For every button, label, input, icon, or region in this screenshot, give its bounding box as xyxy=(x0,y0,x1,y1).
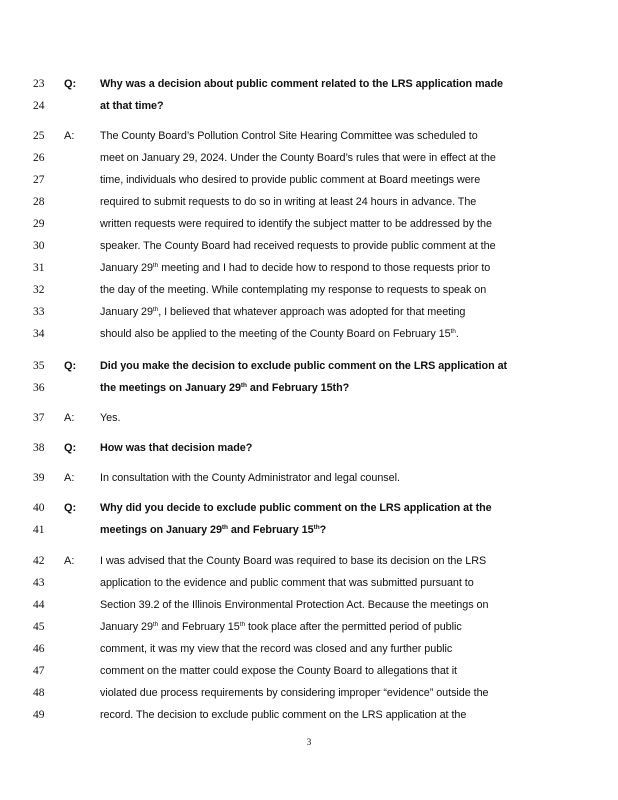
question-text xyxy=(100,355,507,377)
line-number: 39 xyxy=(33,472,45,484)
document-line xyxy=(0,519,618,541)
text-segment: violated due process requirements by considering improper “evidence” outside the xyxy=(100,687,489,699)
text-segment: I was advised that the County Board was required to base its decision on the LRS xyxy=(100,555,487,567)
line-number: 38 xyxy=(33,442,45,454)
ordinal-superscript: th xyxy=(450,328,456,335)
document-line xyxy=(0,437,618,459)
question-text xyxy=(100,437,252,459)
document-line xyxy=(0,660,618,682)
text-segment: and February 15th? xyxy=(246,382,350,394)
answer-label: A: xyxy=(64,555,75,567)
document-line xyxy=(0,279,618,301)
text-segment: How was that decision made? xyxy=(100,442,253,454)
document-line xyxy=(0,704,618,726)
answer-label: A: xyxy=(64,412,75,424)
answer-label: A: xyxy=(64,130,75,142)
line-number: 29 xyxy=(33,218,45,230)
text-segment: meetings on January 29 xyxy=(100,524,222,536)
document-line xyxy=(0,377,618,399)
line-number: 45 xyxy=(33,621,45,633)
question-label: Q: xyxy=(64,442,77,454)
question-label: Q: xyxy=(64,502,77,514)
answer-text xyxy=(100,467,400,489)
text-segment: should also be applied to the meeting of the County Board on February 15 xyxy=(100,328,451,340)
answer-text xyxy=(100,235,496,257)
document-line xyxy=(0,301,618,323)
document-line xyxy=(0,407,618,429)
document-line xyxy=(0,235,618,257)
text-segment: Did you make the decision to exclude public comment on the LRS application at xyxy=(100,360,508,372)
answer-text xyxy=(100,704,466,726)
document-line xyxy=(0,572,618,594)
line-number: 34 xyxy=(33,328,45,340)
document-line xyxy=(0,169,618,191)
text-segment: Yes. xyxy=(100,412,121,424)
answer-text xyxy=(100,638,452,660)
line-number: 36 xyxy=(33,382,45,394)
answer-text xyxy=(100,301,465,323)
answer-text xyxy=(100,169,480,191)
text-segment: Why did you decide to exclude public comment on the LRS application at the xyxy=(100,502,492,514)
answer-text xyxy=(100,257,490,279)
ordinal-superscript: th xyxy=(239,621,246,628)
text-segment: meet on January 29, 2024. Under the County Board’s rules that were in effect at the xyxy=(100,152,496,164)
text-segment: Why was a decision about public comment related to the LRS application made xyxy=(100,78,504,90)
document-line xyxy=(0,257,618,279)
text-segment: meeting and I had to decide how to respond to those requests prior to xyxy=(158,262,491,274)
line-number: 47 xyxy=(33,665,45,677)
text-segment: In consultation with the County Administrator and legal counsel. xyxy=(100,472,400,484)
line-number: 30 xyxy=(33,240,45,252)
text-segment: ? xyxy=(319,524,327,536)
question-label: Q: xyxy=(64,360,77,372)
document-line xyxy=(0,125,618,147)
line-number: 42 xyxy=(33,555,45,567)
line-number: 26 xyxy=(33,152,45,164)
line-number: 31 xyxy=(33,262,45,274)
line-number: 35 xyxy=(33,360,45,372)
text-segment: took place after the permitted period of public xyxy=(245,621,462,633)
text-segment: , I believed that whatever approach was adopted for that meeting xyxy=(158,306,466,318)
text-segment: and February 15 xyxy=(227,524,314,536)
line-number: 24 xyxy=(33,100,45,112)
answer-label: A: xyxy=(64,472,75,484)
question-text xyxy=(100,73,503,95)
text-segment: time, individuals who desired to provide public comment at Board meetings were xyxy=(100,174,481,186)
document-line xyxy=(0,497,618,519)
answer-text xyxy=(100,660,457,682)
line-number: 25 xyxy=(33,130,45,142)
document-line xyxy=(0,355,618,377)
question-text xyxy=(100,95,164,117)
document-line xyxy=(0,95,618,117)
line-number: 41 xyxy=(33,524,45,536)
answer-text xyxy=(100,125,478,147)
document-line xyxy=(0,682,618,704)
text-segment: record. The decision to exclude public comment on the LRS application at the xyxy=(100,709,467,721)
answer-text xyxy=(100,550,486,572)
text-segment: speaker. The County Board had received requests to provide public comment at the xyxy=(100,240,496,252)
document-line xyxy=(0,191,618,213)
document-line xyxy=(0,323,618,345)
ordinal-superscript: th xyxy=(240,382,247,389)
text-segment: comment, it was my view that the record was closed and any further public xyxy=(100,643,453,655)
line-number: 48 xyxy=(33,687,45,699)
document-line xyxy=(0,638,618,660)
document-line xyxy=(0,213,618,235)
line-number: 23 xyxy=(33,78,45,90)
line-number: 49 xyxy=(33,709,45,721)
text-segment: . xyxy=(455,328,459,340)
answer-text xyxy=(100,572,474,594)
line-number: 32 xyxy=(33,284,45,296)
line-number: 43 xyxy=(33,577,45,589)
answer-text xyxy=(100,616,462,638)
document-line xyxy=(0,467,618,489)
text-segment: at that time? xyxy=(100,100,164,112)
ordinal-superscript: th xyxy=(152,621,159,628)
line-number: 28 xyxy=(33,196,45,208)
answer-text xyxy=(100,279,486,301)
text-segment: required to submit requests to do so in writing at least 24 hours in advance. The xyxy=(100,196,477,208)
document-line xyxy=(0,147,618,169)
answer-text xyxy=(100,323,459,345)
line-number: 37 xyxy=(33,412,45,424)
document-line xyxy=(0,616,618,638)
document-line xyxy=(0,594,618,616)
answer-text xyxy=(100,594,488,616)
ordinal-superscript: th xyxy=(221,524,228,531)
text-segment: January 29 xyxy=(100,262,153,274)
question-label: Q: xyxy=(64,78,77,90)
line-number: 40 xyxy=(33,502,45,514)
text-segment: January 29 xyxy=(100,621,153,633)
answer-text xyxy=(100,147,496,169)
text-segment: written requests were required to identify the subject matter to be addressed by the xyxy=(100,218,492,230)
ordinal-superscript: th xyxy=(313,524,320,531)
answer-text xyxy=(100,682,489,704)
answer-text xyxy=(100,191,476,213)
text-segment: application to the evidence and public comment that was submitted pursuant to xyxy=(100,577,474,589)
text-segment: The County Board’s Pollution Control Site Hearing Committee was scheduled to xyxy=(100,130,478,142)
text-segment: and February 15 xyxy=(158,621,240,633)
text-segment: comment on the matter could expose the County Board to allegations that it xyxy=(100,665,458,677)
text-segment: Section 39.2 of the Illinois Environmental Protection Act. Because the meetings on xyxy=(100,599,489,611)
line-number: 27 xyxy=(33,174,45,186)
answer-text xyxy=(100,213,492,235)
line-number: 44 xyxy=(33,599,45,611)
ordinal-superscript: th xyxy=(152,306,159,313)
text-segment: the day of the meeting. While contemplating my response to requests to speak on xyxy=(100,284,487,296)
text-segment: the meetings on January 29 xyxy=(100,382,241,394)
line-number: 46 xyxy=(33,643,45,655)
document-line xyxy=(0,550,618,572)
question-text xyxy=(100,497,492,519)
page-number: 3 xyxy=(306,738,312,748)
text-segment: January 29 xyxy=(100,306,153,318)
question-text xyxy=(100,377,349,399)
ordinal-superscript: th xyxy=(152,262,159,269)
line-number: 33 xyxy=(33,306,45,318)
question-text xyxy=(100,519,326,541)
document-line xyxy=(0,73,618,95)
answer-text xyxy=(100,407,120,429)
